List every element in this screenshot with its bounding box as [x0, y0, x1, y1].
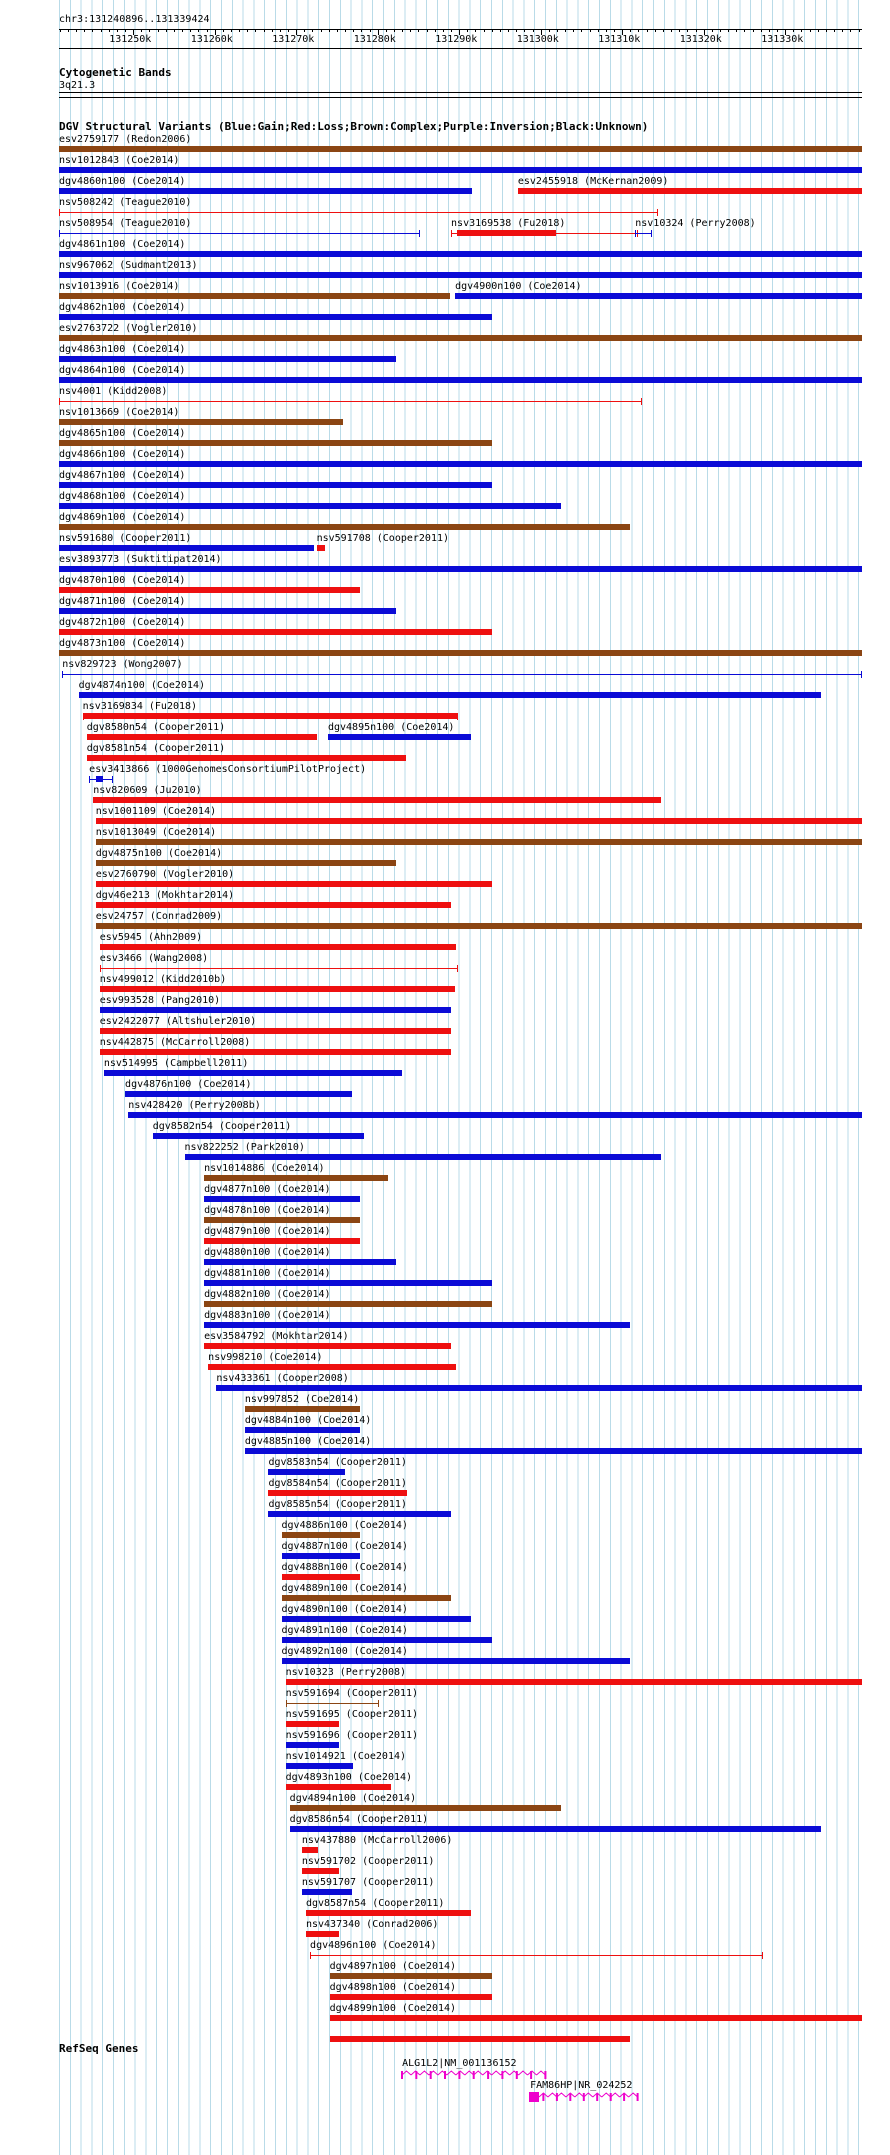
variant-label[interactable]: dgv4884n100 (Coe2014) — [244, 1415, 372, 1426]
variant-bar[interactable] — [59, 524, 630, 530]
variant-label[interactable]: esv3893773 (Suktitipat2014) — [59, 554, 222, 565]
variant-bar[interactable] — [125, 1091, 352, 1097]
variant-bar[interactable] — [204, 1322, 629, 1328]
variant-bar[interactable] — [306, 1931, 339, 1937]
variant-label[interactable]: esv5945 (Ahn2009) — [99, 932, 203, 943]
gene-exon — [637, 2093, 639, 2101]
variant-bar[interactable] — [245, 1406, 360, 1412]
gene-exon — [459, 2071, 461, 2079]
variant-bar[interactable] — [59, 482, 492, 488]
variant-bar[interactable] — [79, 692, 821, 698]
variant-bar[interactable] — [457, 230, 556, 236]
variant-end-cap — [286, 1700, 287, 1707]
variant-bar[interactable] — [302, 1868, 339, 1874]
variant-bar[interactable] — [286, 1721, 340, 1727]
variant-bar[interactable] — [290, 1826, 821, 1832]
variant-bar[interactable] — [104, 1070, 402, 1076]
variant-bar[interactable] — [59, 251, 862, 257]
variant-label[interactable]: dgv4896n100 (Coe2014) — [310, 1940, 437, 1951]
variant-label[interactable]: nsv514995 (Campbell2011) — [103, 1058, 249, 1069]
variant-bar[interactable] — [59, 314, 492, 320]
variant-bar[interactable] — [286, 1742, 340, 1748]
variant-bar[interactable] — [290, 1805, 561, 1811]
variant-bar[interactable] — [100, 1007, 451, 1013]
variant-bar[interactable] — [96, 923, 862, 929]
gene-exon — [623, 2093, 625, 2101]
variant-line[interactable] — [59, 212, 658, 213]
gene-exon — [596, 2093, 598, 2101]
variant-bar[interactable] — [208, 1364, 456, 1370]
variant-label[interactable]: dgv4869n100 (Coe2014) — [59, 512, 186, 523]
ruler-tick-label: 131270k — [272, 34, 315, 45]
variant-label[interactable]: dgv4866n100 (Coe2014) — [59, 449, 186, 460]
variant-bar[interactable] — [59, 335, 862, 341]
variant-end-cap — [59, 209, 60, 216]
variant-label[interactable]: dgv4897n100 (Coe2014) — [329, 1961, 457, 1972]
ruler-tick-label: 131310k — [598, 34, 641, 45]
variant-end-cap — [419, 230, 420, 237]
variant-label[interactable]: nsv508242 (Teague2010) — [59, 197, 192, 208]
variant-label[interactable]: nsv10324 (Perry2008) — [635, 218, 756, 229]
variant-label[interactable]: dgv4892n100 (Coe2014) — [281, 1646, 408, 1657]
variant-label[interactable]: dgv4887n100 (Coe2014) — [281, 1541, 408, 1552]
ruler-tick-label: 131300k — [516, 34, 559, 45]
variant-bar[interactable] — [100, 944, 456, 950]
variant-bar[interactable] — [59, 650, 862, 656]
variant-label[interactable]: dgv4865n100 (Coe2014) — [59, 428, 186, 439]
variant-label[interactable]: dgv4864n100 (Coe2014) — [59, 365, 186, 376]
variant-label[interactable]: dgv4888n100 (Coe2014) — [281, 1562, 408, 1573]
gene-exon — [516, 2071, 518, 2079]
gene-exon — [542, 2093, 544, 2101]
gene-model[interactable] — [400, 2069, 548, 2081]
variant-end-cap — [635, 230, 636, 237]
ruler-tick-label: 131260k — [190, 34, 233, 45]
cytoband-track-title: Cytogenetic Bands — [59, 66, 172, 79]
variant-bar[interactable] — [328, 734, 471, 740]
variant-label[interactable]: dgv8587n54 (Cooper2011) — [305, 1898, 445, 1909]
variant-bar[interactable] — [268, 1469, 345, 1475]
variant-bar[interactable] — [59, 377, 862, 383]
variant-label[interactable]: nsv1001109 (Coe2014) — [95, 806, 217, 817]
variant-end-cap — [59, 230, 60, 237]
variant-bar[interactable] — [268, 1511, 451, 1517]
variant-label[interactable]: dgv4879n100 (Coe2014) — [204, 1226, 331, 1237]
variant-bar[interactable] — [518, 188, 862, 194]
variant-bar[interactable] — [455, 293, 862, 299]
variant-bar[interactable] — [59, 167, 862, 173]
variant-bar[interactable] — [286, 1763, 354, 1769]
variant-bar[interactable] — [96, 818, 862, 824]
variant-end-cap — [89, 776, 90, 783]
variant-label[interactable]: dgv4878n100 (Coe2014) — [204, 1205, 331, 1216]
gene-exon — [545, 2071, 547, 2079]
variant-label[interactable]: dgv46e213 (Mokhtar2014) — [95, 890, 235, 901]
variant-label[interactable]: dgv4890n100 (Coe2014) — [281, 1604, 408, 1615]
variant-label[interactable]: dgv4883n100 (Coe2014) — [204, 1310, 331, 1321]
variant-label[interactable]: dgv4873n100 (Coe2014) — [59, 638, 186, 649]
variant-label[interactable]: dgv4885n100 (Coe2014) — [244, 1436, 372, 1447]
variant-label[interactable]: dgv4899n100 (Coe2014) — [329, 2003, 457, 2014]
variant-label[interactable]: nsv499012 (Kidd2010b) — [99, 974, 227, 985]
variant-bar[interactable] — [282, 1574, 360, 1580]
variant-label[interactable]: nsv442875 (McCarroll2008) — [99, 1037, 251, 1048]
variant-label[interactable]: dgv4874n100 (Coe2014) — [78, 680, 206, 691]
gene-exon — [610, 2093, 612, 2101]
variant-label[interactable]: dgv4895n100 (Coe2014) — [327, 722, 455, 733]
variant-bar[interactable] — [59, 629, 492, 635]
variant-bar[interactable] — [306, 1910, 471, 1916]
variant-label[interactable]: nsv591695 (Cooper2011) — [285, 1709, 419, 1720]
variant-bar[interactable] — [59, 272, 862, 278]
gene-exon — [444, 2071, 446, 2079]
variant-bar[interactable] — [59, 608, 396, 614]
variant-bar[interactable] — [59, 566, 862, 572]
variant-label[interactable]: nsv967062 (Sudmant2013) — [59, 260, 198, 271]
gene-exon — [529, 2092, 539, 2102]
variant-label[interactable]: esv3413866 (1000GenomesConsortiumPilotProject) — [89, 764, 367, 775]
variant-label[interactable]: nsv437340 (Conrad2006) — [305, 1919, 439, 1930]
variant-label[interactable]: dgv4860n100 (Coe2014) — [59, 176, 186, 187]
variant-bar[interactable] — [96, 881, 492, 887]
variant-bar[interactable] — [282, 1532, 360, 1538]
variant-label[interactable]: dgv8586n54 (Cooper2011) — [289, 1814, 429, 1825]
variant-label[interactable]: esv2760790 (Vogler2010) — [95, 869, 235, 880]
variant-label[interactable]: nsv998210 (Coe2014) — [208, 1352, 323, 1363]
gene-label[interactable]: FAM86HP|NR_024252 — [530, 2080, 633, 2091]
variant-end-cap — [762, 1952, 763, 1959]
variant-end-cap — [861, 671, 862, 678]
variant-line[interactable] — [310, 1955, 763, 1956]
variant-bar[interactable] — [204, 1196, 360, 1202]
variant-bar[interactable] — [245, 1427, 360, 1433]
variant-label[interactable]: esv2763722 (Vogler2010) — [59, 323, 198, 334]
variant-bar[interactable] — [204, 1259, 396, 1265]
gene-exon — [401, 2071, 403, 2079]
variant-bar[interactable] — [330, 1994, 492, 2000]
ruler-tick-label: 131250k — [109, 34, 152, 45]
variant-bar[interactable] — [96, 839, 862, 845]
variant-label[interactable]: dgv4880n100 (Coe2014) — [204, 1247, 331, 1258]
gene-exon — [415, 2071, 417, 2079]
variant-label[interactable]: esv3584792 (Mokhtar2014) — [204, 1331, 349, 1342]
variant-label[interactable]: nsv3169834 (Fu2018) — [82, 701, 198, 712]
variant-line[interactable] — [100, 968, 458, 969]
variant-bar[interactable] — [83, 713, 458, 719]
variant-bar[interactable] — [185, 1154, 662, 1160]
variant-label[interactable]: nsv437880 (McCarroll2006) — [301, 1835, 453, 1846]
variant-label[interactable]: dgv4893n100 (Coe2014) — [285, 1772, 413, 1783]
variant-bar[interactable] — [302, 1889, 352, 1895]
refseq-track-title: RefSeq Genes — [59, 2042, 139, 2055]
variant-bar[interactable] — [286, 1679, 862, 1685]
variant-label[interactable]: dgv4871n100 (Coe2014) — [59, 596, 186, 607]
variant-label[interactable]: dgv4872n100 (Coe2014) — [59, 617, 186, 628]
variant-end-cap — [651, 230, 652, 237]
variant-label[interactable]: dgv4898n100 (Coe2014) — [329, 1982, 457, 1993]
variant-line[interactable] — [59, 401, 642, 402]
variant-bar[interactable] — [100, 1049, 451, 1055]
variant-bar[interactable] — [59, 503, 561, 509]
gene-exon — [430, 2071, 432, 2079]
gene-exon — [583, 2093, 585, 2101]
variant-bar[interactable] — [282, 1616, 472, 1622]
variant-bar[interactable] — [216, 1385, 862, 1391]
variant-bar[interactable] — [204, 1343, 451, 1349]
variant-line[interactable] — [59, 233, 420, 234]
variant-label[interactable]: nsv1012843 (Coe2014) — [59, 155, 180, 166]
variant-label[interactable]: dgv4900n100 (Coe2014) — [455, 281, 582, 292]
variant-bar[interactable] — [59, 440, 492, 446]
variant-bar[interactable] — [268, 1490, 407, 1496]
variant-bar[interactable] — [204, 1280, 492, 1286]
variant-label[interactable]: dgv8585n54 (Cooper2011) — [268, 1499, 407, 1510]
variant-label[interactable]: dgv4863n100 (Coe2014) — [59, 344, 186, 355]
variant-label[interactable]: nsv997852 (Coe2014) — [244, 1394, 360, 1405]
variant-label[interactable]: esv24757 (Conrad2009) — [95, 911, 223, 922]
variant-label[interactable]: dgv4891n100 (Coe2014) — [281, 1625, 408, 1636]
gene-label[interactable]: ALG1L2|NM_001136152 — [402, 2058, 517, 2069]
variant-bar[interactable] — [282, 1553, 360, 1559]
gene-model[interactable] — [528, 2091, 640, 2103]
variant-bar[interactable] — [59, 545, 314, 551]
variant-bar[interactable] — [282, 1595, 452, 1601]
variant-bar[interactable] — [286, 1784, 391, 1790]
variant-label[interactable]: nsv508954 (Teague2010) — [59, 218, 192, 229]
variant-bar[interactable] — [330, 2015, 862, 2021]
variant-end-cap — [62, 671, 63, 678]
variant-bar[interactable] — [204, 1175, 388, 1181]
gene-exon — [487, 2071, 489, 2079]
variant-label[interactable]: dgv4882n100 (Coe2014) — [204, 1289, 331, 1300]
variant-end-cap — [641, 398, 642, 405]
variant-line[interactable] — [635, 233, 652, 234]
variant-label[interactable]: dgv8580n54 (Cooper2011) — [86, 722, 226, 733]
cytoband-label: 3q21.3 — [59, 80, 96, 91]
variant-label[interactable]: esv993528 (Pang2010) — [99, 995, 221, 1006]
variant-label[interactable]: nsv1013049 (Coe2014) — [95, 827, 217, 838]
variant-end-cap — [112, 776, 113, 783]
ruler-tick-label: 131330k — [761, 34, 804, 45]
variant-label[interactable]: nsv591680 (Cooper2011) — [59, 533, 192, 544]
variant-label[interactable]: esv2759177 (Redon2006) — [59, 134, 192, 145]
ruler-position: chr3:131240896..131339424 — [59, 14, 210, 25]
variant-label[interactable]: dgv4881n100 (Coe2014) — [204, 1268, 331, 1279]
variant-label[interactable]: dgv8582n54 (Cooper2011) — [152, 1121, 292, 1132]
gene-exon — [502, 2071, 504, 2079]
variant-label[interactable]: nsv3169538 (Fu2018) — [451, 218, 566, 229]
variant-label[interactable]: esv2455918 (McKernan2009) — [517, 176, 669, 187]
variant-label[interactable]: dgv4868n100 (Coe2014) — [59, 491, 186, 502]
variant-label[interactable]: nsv591708 (Cooper2011) — [316, 533, 450, 544]
variant-bar[interactable] — [100, 986, 455, 992]
variant-label[interactable]: nsv4001 (Kidd2008) — [59, 386, 168, 397]
variant-bar[interactable] — [59, 587, 360, 593]
gene-exon — [473, 2071, 475, 2079]
variant-bar[interactable] — [128, 1112, 862, 1118]
variant-bar[interactable] — [59, 146, 862, 152]
variant-end-cap — [457, 965, 458, 972]
variant-label[interactable]: dgv8581n54 (Cooper2011) — [86, 743, 226, 754]
variant-bar[interactable] — [59, 188, 472, 194]
variant-label[interactable]: nsv1013916 (Coe2014) — [59, 281, 180, 292]
variant-label[interactable]: esv3466 (Wang2008) — [99, 953, 209, 964]
variant-bar[interactable] — [282, 1637, 492, 1643]
variant-label[interactable]: dgv8584n54 (Cooper2011) — [268, 1478, 407, 1489]
variant-label[interactable]: dgv8583n54 (Cooper2011) — [268, 1457, 407, 1468]
variant-label[interactable]: dgv4867n100 (Coe2014) — [59, 470, 186, 481]
gene-exon — [530, 2071, 532, 2079]
variant-label[interactable]: nsv591696 (Cooper2011) — [285, 1730, 419, 1741]
variant-label[interactable]: dgv4876n100 (Coe2014) — [125, 1079, 252, 1090]
variant-end-cap — [451, 230, 452, 237]
variant-bar[interactable] — [87, 755, 406, 761]
ruler-tick-label: 131290k — [435, 34, 478, 45]
variant-bar[interactable] — [330, 1973, 492, 1979]
variant-label[interactable]: nsv591694 (Cooper2011) — [285, 1688, 419, 1699]
variant-label[interactable]: dgv4861n100 (Coe2014) — [59, 239, 186, 250]
variant-bar[interactable] — [87, 734, 318, 740]
variant-bar[interactable] — [59, 356, 396, 362]
variant-label[interactable]: dgv4877n100 (Coe2014) — [204, 1184, 331, 1195]
variant-bar[interactable] — [330, 2036, 630, 2042]
variant-bar[interactable] — [96, 902, 451, 908]
variant-end-cap — [59, 398, 60, 405]
variant-label[interactable]: nsv829723 (Wong2007) — [62, 659, 183, 670]
variant-label[interactable]: dgv4894n100 (Coe2014) — [289, 1793, 417, 1804]
variant-label[interactable]: nsv10323 (Perry2008) — [285, 1667, 407, 1678]
variant-bar[interactable] — [100, 1028, 451, 1034]
variant-bar[interactable] — [302, 1847, 318, 1853]
variant-bar[interactable] — [59, 293, 450, 299]
dgv-track-title: DGV Structural Variants (Blue:Gain;Red:Loss;Brown:Complex;Purple:Inversion;Black:Unknown) — [59, 120, 649, 133]
variant-label[interactable]: nsv822252 (Park2010) — [184, 1142, 305, 1153]
variant-bar[interactable] — [317, 545, 325, 551]
variant-label[interactable]: dgv4870n100 (Coe2014) — [59, 575, 186, 586]
variant-bar[interactable] — [96, 776, 103, 782]
variant-line[interactable] — [286, 1703, 379, 1704]
variant-bar[interactable] — [59, 419, 343, 425]
variant-label[interactable]: nsv591707 (Cooper2011) — [301, 1877, 435, 1888]
variant-end-cap — [378, 1700, 379, 1707]
variant-label[interactable]: nsv428420 (Perry2008b) — [128, 1100, 261, 1111]
variant-label[interactable]: nsv433361 (Cooper2008) — [216, 1373, 349, 1384]
variant-bar[interactable] — [282, 1658, 630, 1664]
variant-bar[interactable] — [204, 1217, 360, 1223]
variant-bar[interactable] — [96, 860, 397, 866]
variant-label[interactable]: dgv4862n100 (Coe2014) — [59, 302, 186, 313]
variant-label[interactable]: nsv1014921 (Coe2014) — [285, 1751, 407, 1762]
variant-label[interactable]: nsv591702 (Cooper2011) — [301, 1856, 435, 1867]
variant-line[interactable] — [62, 674, 862, 675]
variant-label[interactable]: esv2422077 (Altshuler2010) — [99, 1016, 257, 1027]
variant-bar[interactable] — [59, 461, 862, 467]
variant-end-cap — [100, 965, 101, 972]
variant-label[interactable]: dgv4875n100 (Coe2014) — [95, 848, 223, 859]
variant-bar[interactable] — [245, 1448, 862, 1454]
variant-label[interactable]: dgv4889n100 (Coe2014) — [281, 1583, 408, 1594]
variant-label[interactable]: nsv1013669 (Coe2014) — [59, 407, 180, 418]
variant-label[interactable]: dgv4886n100 (Coe2014) — [281, 1520, 408, 1531]
variant-bar[interactable] — [204, 1238, 360, 1244]
gene-exon — [569, 2093, 571, 2101]
variant-end-cap — [657, 209, 658, 216]
ruler-tick-label: 131280k — [353, 34, 396, 45]
variant-bar[interactable] — [204, 1301, 492, 1307]
ruler-tick-label: 131320k — [679, 34, 722, 45]
variant-end-cap — [310, 1952, 311, 1959]
gene-exon — [556, 2093, 558, 2101]
variant-bar[interactable] — [93, 797, 661, 803]
variant-label[interactable]: nsv820609 (Ju2010) — [93, 785, 202, 796]
variant-label[interactable]: nsv1014886 (Coe2014) — [204, 1163, 325, 1174]
variant-bar[interactable] — [153, 1133, 364, 1139]
